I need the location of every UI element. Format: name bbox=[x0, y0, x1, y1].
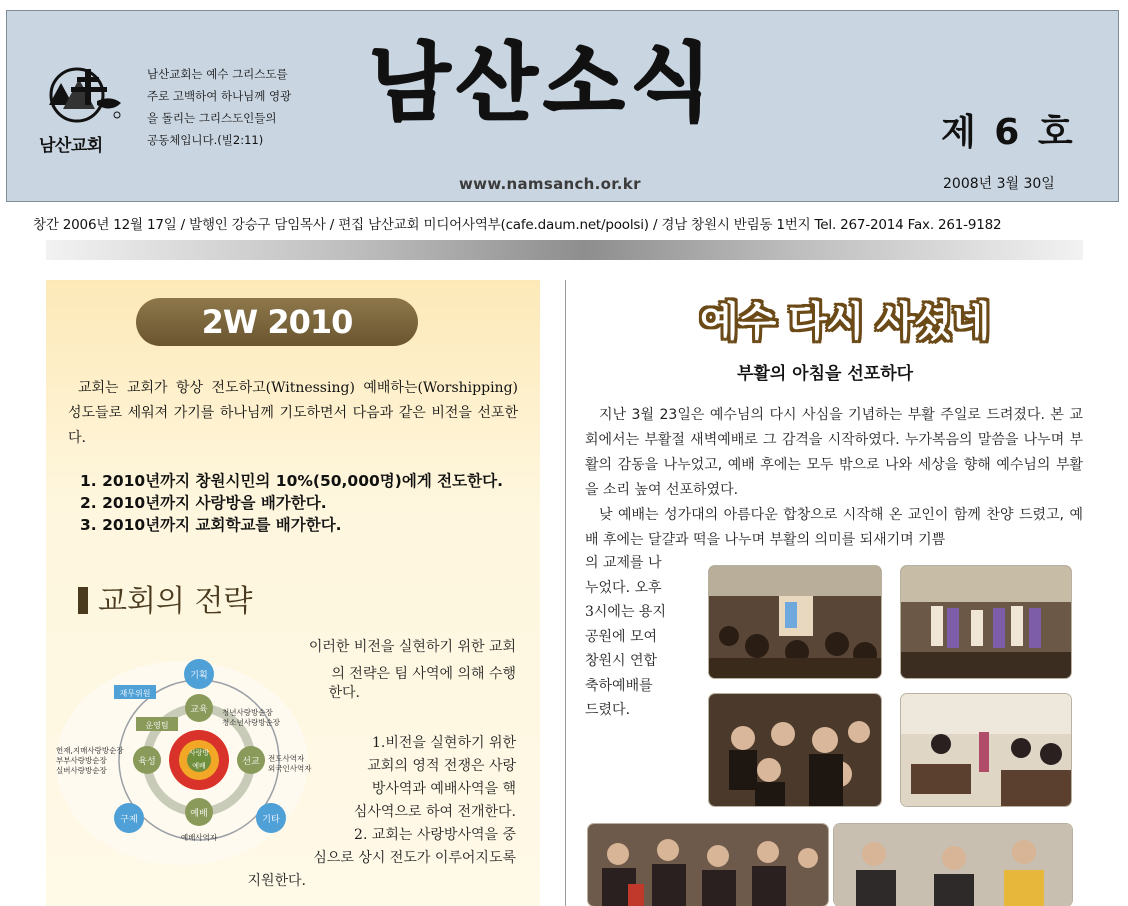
article-title: 예수 다시 사셨네 bbox=[700, 299, 990, 345]
newsletter-title: 남산소식 bbox=[369, 33, 718, 132]
church-intro bbox=[147, 63, 317, 151]
intro-line: 주로 고백하여 하나님께 영광 bbox=[147, 89, 292, 103]
strategy-heading bbox=[78, 576, 252, 620]
strategy-line: 의 전략은 팀 사역에 의해 수행 bbox=[331, 666, 516, 682]
article-paragraph: 낮 예배는 성가대의 아름다운 합창으로 시작해 온 교인이 함께 찬양 드렸고, 예배 후에는 달걀과 떡을 나누며 부활의 의미를 되새기며 기쁨 bbox=[585, 507, 1083, 548]
inner-node-label: 육성 bbox=[138, 757, 156, 767]
intro-line: 공동체입니다.(빌2:11) bbox=[147, 133, 264, 147]
strategy-line: 방사역과 예배사역을 핵 bbox=[371, 781, 516, 797]
article-continued bbox=[585, 551, 685, 723]
pews-photo bbox=[901, 694, 1071, 806]
side-note: 예배사역자 bbox=[180, 833, 218, 842]
worshippers-photo bbox=[709, 694, 881, 806]
strategy-line: 지원한다. bbox=[247, 873, 306, 889]
column-divider bbox=[565, 280, 566, 906]
colophon: 창간 2006년 12월 17일 / 발행인 강승구 담임목사 / 편집 남산교회 미디어사역부(cafe.daum.net/poolsi) / 경남 창원시 반림동 1번지 Tel. 267-2014 Fax. 261-9182 bbox=[33, 217, 1002, 233]
goal-item: 3. 2010년까지 교회학교를 배가한다. bbox=[80, 516, 342, 534]
congregation-photo bbox=[709, 566, 881, 678]
strategy-line: 심사역으로 하여 전개한다. bbox=[353, 804, 516, 820]
strategy-line: 2. 교회는 사랑방사역을 중 bbox=[354, 827, 516, 843]
article-line: 창원시 연합 bbox=[585, 653, 658, 669]
church-logo-icon bbox=[41, 65, 127, 127]
strategy-line: 이러한 비전을 실현하기 위한 교회 bbox=[308, 639, 516, 655]
side-note: 외국인사역자 bbox=[268, 764, 312, 773]
vision-badge: 2W 2010 bbox=[136, 298, 418, 346]
article-line: 축하예배를 bbox=[585, 677, 653, 694]
strategy-diagram bbox=[52, 655, 312, 870]
heading-marker bbox=[78, 587, 88, 614]
outer-node-label: 구제 bbox=[120, 815, 138, 825]
strategy-line: 한다. bbox=[328, 685, 360, 701]
publication-date: 2008년 3월 30일 bbox=[943, 176, 1055, 192]
article-line: 공원에 모여 bbox=[585, 628, 658, 645]
meal-photo bbox=[834, 824, 1072, 906]
issue-number: 제 6 호 bbox=[941, 112, 1076, 153]
side-note: 청소년사랑방순장 bbox=[222, 718, 280, 727]
divider-bar bbox=[46, 240, 1083, 260]
article-line: 드렸다. bbox=[585, 702, 631, 718]
article-line: 3시에는 용지 bbox=[585, 604, 666, 620]
side-note: 헌재,지매사랑방순장 bbox=[56, 746, 124, 755]
strategy-line: 심으로 상시 전도가 이루어지도록 bbox=[313, 850, 516, 866]
article-body bbox=[585, 403, 1083, 553]
website-link[interactable]: www.namsanch.or.kr bbox=[459, 175, 641, 193]
strategy-line: 교회의 영적 전쟁은 사랑 bbox=[367, 758, 516, 774]
core-label: 사랑방 bbox=[188, 749, 210, 757]
outer-node-label: 기획 bbox=[190, 671, 208, 681]
article-line: 누었다. 오후 bbox=[585, 579, 662, 596]
vision-goals bbox=[80, 470, 503, 536]
side-note: 부부사랑방순장 bbox=[56, 756, 107, 765]
outer-node-label: 기타 bbox=[262, 815, 280, 825]
core-label: 예배 bbox=[192, 762, 206, 770]
inner-node-label: 예배 bbox=[190, 809, 208, 819]
strategy-line: 1.비전을 실현하기 위한 bbox=[372, 735, 516, 751]
left-tag-label: 운영팀 bbox=[145, 721, 169, 730]
fellowship-photo bbox=[588, 824, 828, 906]
goal-item: 1. 2010년까지 창원시민의 10%(50,000명)에게 전도한다. bbox=[80, 472, 503, 490]
church-logo bbox=[39, 65, 131, 165]
church-name: 남산교회 bbox=[39, 136, 103, 156]
side-note: 실버사랑방순장 bbox=[56, 766, 107, 775]
side-note: 전도사역자 bbox=[268, 754, 305, 763]
intro-line: 을 돌리는 그리스도인들의 bbox=[147, 111, 277, 125]
article-paragraph: 지난 3월 23일은 예수님의 다시 사심을 기념하는 부활 주일로 드려졌다. 본 교회에서는 부활절 새벽예배로 그 감격을 시작하였다. 누가복음의 말씀을 나누며 부활의 감동을 나누었고, 예배 후에는 모두 밖으로 나와 세상을 향해 예수님의 부활을 소리 높여 선포하였다. bbox=[585, 407, 1083, 498]
vision-intro: 교회는 교회가 항상 전도하고(Witnessing) 예배하는(Worshipping) 성도들로 세워져 가기를 하나님께 기도하면서 다음과 같은 비전을 선포한다. bbox=[68, 380, 518, 446]
intro-line: 남산교회는 예수 그리스도를 bbox=[147, 67, 288, 81]
inner-node-label: 선교 bbox=[242, 757, 260, 767]
article-subhead: 부활의 아침을 선포하다 bbox=[737, 364, 914, 384]
left-tag-label: 재무위원 bbox=[119, 689, 151, 698]
goal-item: 2. 2010년까지 사랑방을 배가한다. bbox=[80, 494, 327, 512]
inner-node-label: 교육 bbox=[190, 705, 208, 715]
side-note: 청년사랑방순장 bbox=[222, 708, 273, 717]
strategy-heading-text: 교회의 전략 bbox=[98, 584, 253, 619]
article-line: 의 교제를 나 bbox=[585, 555, 662, 571]
masthead-header bbox=[6, 10, 1119, 202]
choir-photo bbox=[901, 566, 1071, 678]
